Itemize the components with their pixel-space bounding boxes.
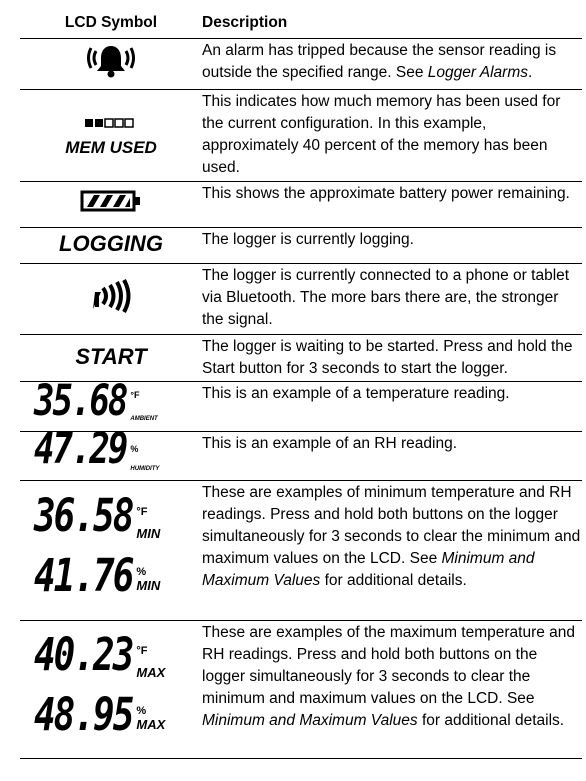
symbol-cell (20, 335, 202, 382)
table-row (20, 432, 582, 481)
table-row (20, 90, 582, 182)
description-cell (202, 621, 582, 759)
description-cell: This is an example of an RH reading. (202, 432, 582, 481)
mem-used-label: MEM USED (65, 137, 157, 157)
symbol-cell (20, 90, 202, 182)
bluetooth-signal-icon (89, 300, 133, 317)
description-text: These are examples of the maximum temperature and RH readings. Press and hold both buttons on the logger simultaneously for 3 seconds to clear the minimum and maximum values on the LCD. See (202, 624, 576, 707)
description-cell: The logger is currently logging. (202, 228, 582, 264)
max-label: MAX (136, 717, 166, 732)
description-cell: This indicates how much memory has been used for the current configuration. In this example, approximately 40 percent of the memory has been used. (202, 90, 582, 182)
symbol-cell (20, 182, 202, 228)
description-cell: The logger is waiting to be started. Press and hold the Start button for 3 seconds to start the logger. (202, 335, 582, 382)
description-cell (202, 481, 582, 621)
unit-fahrenheit: °F (136, 645, 148, 657)
header-symbol: LCD Symbol (20, 10, 202, 39)
symbol-cell (20, 424, 202, 481)
min-max-values-link: Minimum and Maximum Values (202, 712, 418, 729)
lcd-max-rh-value: 48.95 (34, 689, 133, 741)
start-label: START (75, 343, 147, 369)
description-cell (202, 39, 582, 90)
description-cell: This shows the approximate battery power remaining. (202, 182, 582, 228)
description-text: An alarm has tripped because the sensor reading is outside the specified range. See (202, 42, 557, 81)
table-row (20, 481, 582, 621)
logger-alarms-link: Logger Alarms (427, 64, 528, 81)
table-row (20, 182, 582, 228)
memory-blocks-icon (20, 113, 202, 135)
lcd-symbol-table (20, 10, 582, 759)
logging-label: LOGGING (59, 231, 163, 256)
header-description: Description (202, 10, 582, 39)
alarm-bell-icon (87, 68, 135, 85)
table-row (20, 335, 582, 382)
ambient-label: AMBIENT (130, 415, 158, 422)
lcd-temperature-value: 35.68 (34, 375, 127, 426)
table-row (20, 264, 582, 335)
description-text: These are examples of minimum temperature and RH readings. Press and hold both buttons on the logger simultaneously for 3 seconds to clear the minimum and maximum values on the LCD. See (202, 484, 581, 567)
description-cell: The logger is currently connected to a phone or tablet via Bluetooth. The more bars there are, the stronger the signal. (202, 264, 582, 335)
symbol-cell (20, 264, 202, 335)
symbol-cell (20, 621, 202, 759)
unit-percent: % (136, 566, 147, 578)
description-cell: This is an example of a temperature reading. (202, 382, 582, 432)
lcd-rh-value: 47.29 (34, 424, 127, 474)
description-text-end: . (528, 64, 533, 81)
min-label: MIN (136, 526, 161, 541)
max-label: MAX (136, 665, 166, 680)
min-label: MIN (136, 578, 161, 593)
battery-icon (80, 199, 142, 216)
symbol-cell (20, 481, 202, 621)
table-row (20, 228, 582, 264)
humidity-label: HUMIDITY (130, 466, 160, 472)
description-text-end: for additional details. (320, 572, 467, 589)
symbol-cell (20, 228, 202, 264)
unit-percent: % (136, 705, 147, 717)
min-max-values-link: Minimum and Maximum Values (202, 550, 535, 589)
lcd-max-temperature-value: 40.23 (34, 629, 133, 681)
unit-fahrenheit: °F (130, 389, 140, 400)
description-text-end: for additional details. (417, 712, 565, 729)
table-row (20, 39, 582, 90)
table-row (20, 621, 582, 759)
lcd-min-temperature-value: 36.58 (34, 490, 133, 542)
lcd-min-rh-value: 41.76 (34, 550, 133, 602)
table-header-row (20, 10, 582, 39)
unit-percent: % (130, 444, 139, 454)
symbol-cell (20, 39, 202, 90)
unit-fahrenheit: °F (136, 506, 148, 518)
